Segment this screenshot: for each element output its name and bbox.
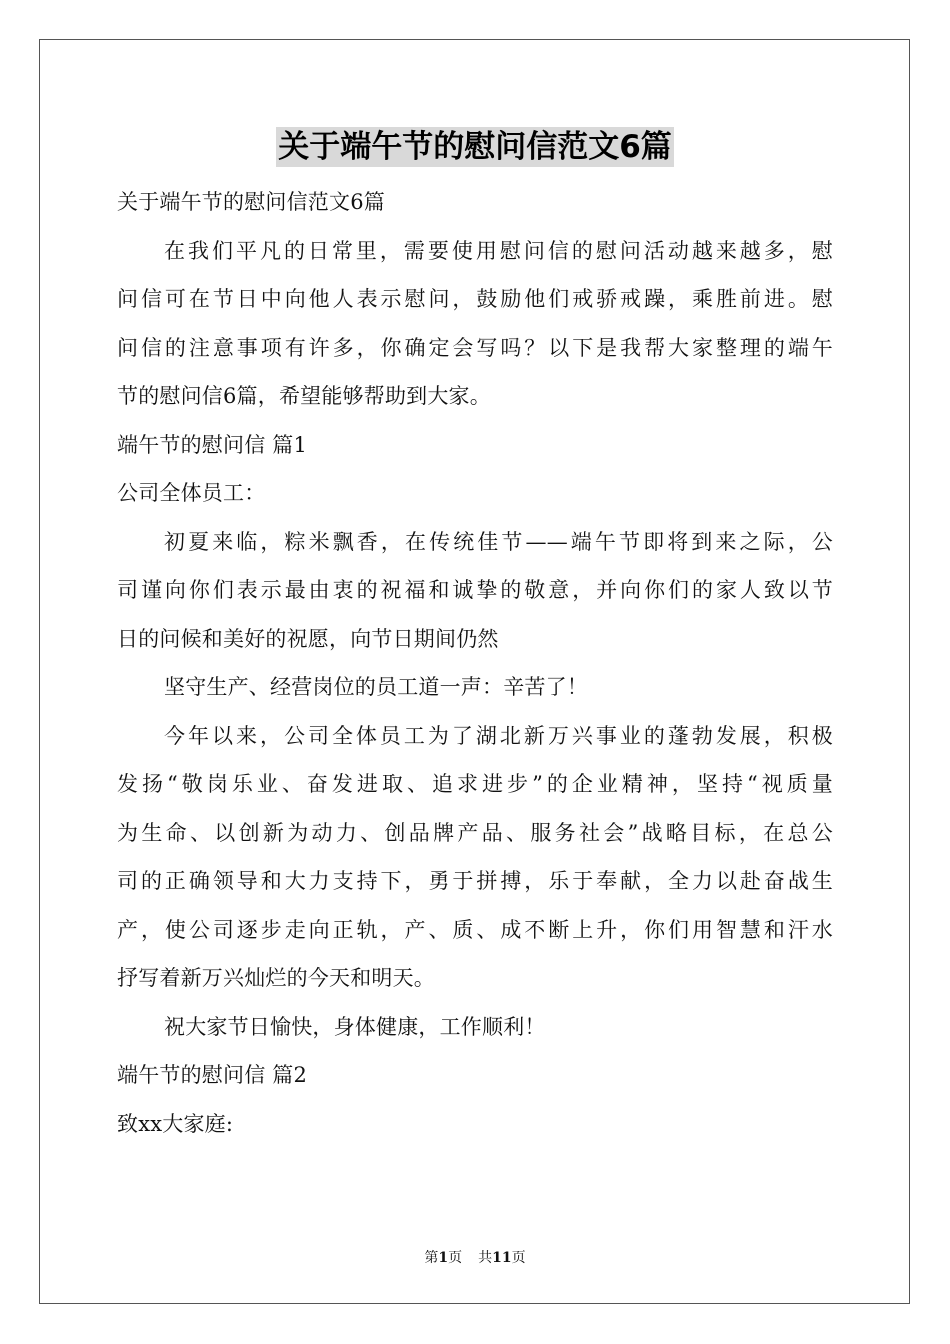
intro-paragraph-line: 问信的注意事项有许多，你确定会写吗？以下是我帮大家整理的端午 (117, 335, 833, 360)
intro-paragraph-line: 问信可在节日中向他人表示慰问，鼓励他们戒骄戒躁，乘胜前进。慰 (117, 287, 833, 311)
page-label: 页 (448, 1250, 463, 1266)
salutation-line: 公司全体员工： (117, 481, 266, 505)
closing-wish-line: 祝大家节日愉快，身体健康，工作顺利！ (164, 1014, 546, 1039)
letter-paragraph-line: 今年以来，公司全体员工为了湖北新万兴事业的蓬勃发展，积极 (164, 723, 833, 748)
letter-paragraph-line: 初夏来临，粽米飘香，在传统佳节——端午节即将到来之际，公 (164, 529, 833, 554)
letter-paragraph-line: 发扬“敬岗乐业、奋发进取、追求进步”的企业精神，坚持“视质量 (117, 772, 833, 796)
salutation-line: 致xx大家庭: (117, 1111, 234, 1136)
total-label: 页 (511, 1250, 526, 1266)
letter-paragraph-line: 坚守生产、经营岗位的员工道一声：辛苦了！ (164, 675, 588, 699)
document-title-container (0, 127, 950, 167)
letter-paragraph-line: 日的问候和美好的祝愿，向节日期间仍然 (117, 626, 499, 651)
section-heading-1: 端午节的慰问信 篇1 (117, 432, 308, 457)
page-prefix: 第 (424, 1250, 439, 1266)
intro-paragraph-line: 在我们平凡的日常里，需要使用慰问信的慰问活动越来越多，慰 (164, 238, 833, 263)
page-footer (0, 1249, 950, 1267)
letter-paragraph-line: 产，使公司逐步走向正轨，产、质、成不断上升，你们用智慧和汗水 (117, 917, 833, 942)
document-body (117, 178, 833, 1148)
total-page-number: 11 (492, 1250, 512, 1266)
current-page-number: 1 (438, 1250, 449, 1266)
letter-paragraph-line: 司谨向你们表示最由衷的祝福和诚挚的敬意，并向你们的家人致以节 (117, 578, 833, 602)
total-prefix: 共 (478, 1250, 493, 1266)
intro-paragraph-line: 节的慰问信6篇，希望能够帮助到大家。 (117, 384, 491, 408)
section-heading-2: 端午节的慰问信 篇2 (117, 1063, 308, 1087)
letter-paragraph-line: 抒写着新万兴灿烂的今天和明天。 (117, 966, 435, 990)
letter-paragraph-line: 为生命、以创新为动力、创品牌产品、服务社会”战略目标，在总公 (117, 820, 833, 845)
letter-paragraph-line: 司的正确领导和大力支持下，勇于拼搏，乐于奉献，全力以赴奋战生 (117, 869, 833, 893)
document-title: 关于端午节的慰问信范文6篇 (278, 129, 672, 165)
subtitle-line: 关于端午节的慰问信范文6篇 (117, 190, 385, 214)
